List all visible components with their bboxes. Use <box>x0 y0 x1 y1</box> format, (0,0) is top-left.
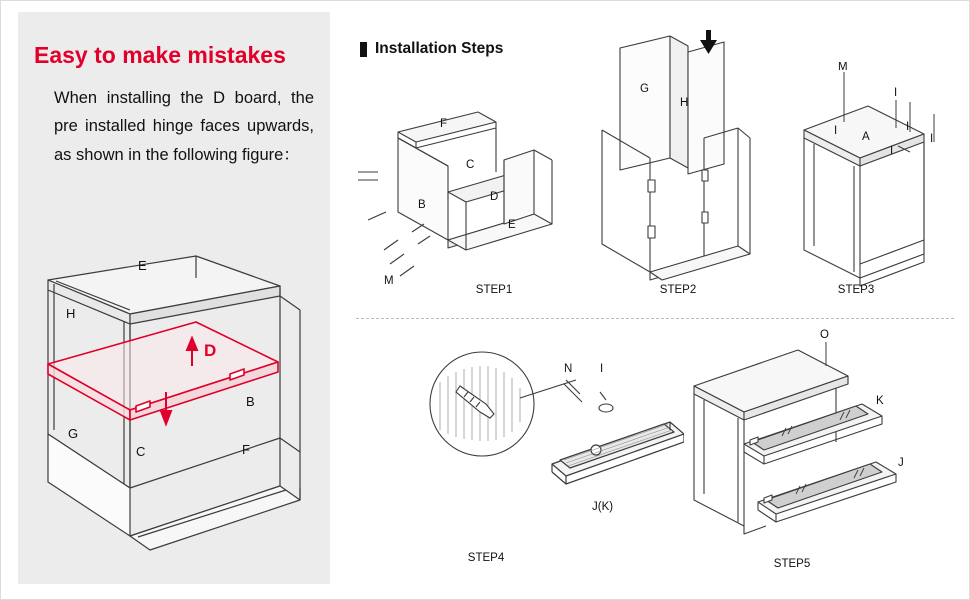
step3-label-I-3: I <box>906 121 910 133</box>
label-D: D <box>204 341 217 360</box>
mistake-illustration-svg <box>18 238 330 568</box>
step1-label-E: E <box>508 219 516 231</box>
step3-label-I-2: I <box>894 87 898 99</box>
label-G: G <box>68 426 79 441</box>
label-F: F <box>242 442 250 457</box>
installation-steps-panel <box>346 12 954 584</box>
square-bullet-icon <box>360 42 367 57</box>
installation-steps-header <box>360 40 503 58</box>
step2-label-G: G <box>640 83 649 95</box>
step3-caption: STEP3 <box>837 284 875 296</box>
installation-steps-label: Installation Steps <box>375 40 504 57</box>
step1-label-B: B <box>418 199 426 211</box>
step5-label-K: K <box>876 395 884 407</box>
step5-label-O: O <box>820 329 829 341</box>
step1-label-M: M <box>384 275 394 287</box>
warning-body-text: When installing the D board, the pre installed hinge faces upwards, as shown in the following figure： <box>54 89 314 164</box>
step3-label-M: M <box>838 62 848 73</box>
section-divider <box>356 318 954 319</box>
step1-label-D: D <box>490 191 499 203</box>
label-E: E <box>138 258 147 273</box>
step5-label-J: J <box>898 457 904 469</box>
step1-label-F: F <box>440 118 448 130</box>
mistake-illustration <box>18 238 330 568</box>
step1-label-C: C <box>466 159 475 171</box>
step3-label-I-1: I <box>834 125 838 137</box>
label-B: B <box>246 394 255 409</box>
step1-caption: STEP1 <box>475 284 513 296</box>
warning-title: Easy to make mistakes <box>34 42 286 68</box>
step4-label-JK: J(K) <box>592 501 614 513</box>
step3-label-A: A <box>862 131 870 143</box>
step2-caption: STEP2 <box>659 284 697 296</box>
step3-label-I-5: I <box>890 145 894 157</box>
step4-caption: STEP4 <box>467 552 505 564</box>
step5-illustration <box>676 324 946 554</box>
step2-illustration <box>592 30 752 295</box>
label-C: C <box>136 444 146 459</box>
step2-label-H: H <box>680 97 689 109</box>
label-H: H <box>66 306 76 321</box>
step4-illustration <box>424 342 684 552</box>
step3-label-I-4: I <box>930 133 934 145</box>
step4-label-N: N <box>564 363 573 375</box>
step4-label-I: I <box>600 363 604 375</box>
step3-illustration <box>778 62 958 292</box>
step5-caption: STEP5 <box>773 558 811 570</box>
step1-illustration <box>356 72 566 302</box>
